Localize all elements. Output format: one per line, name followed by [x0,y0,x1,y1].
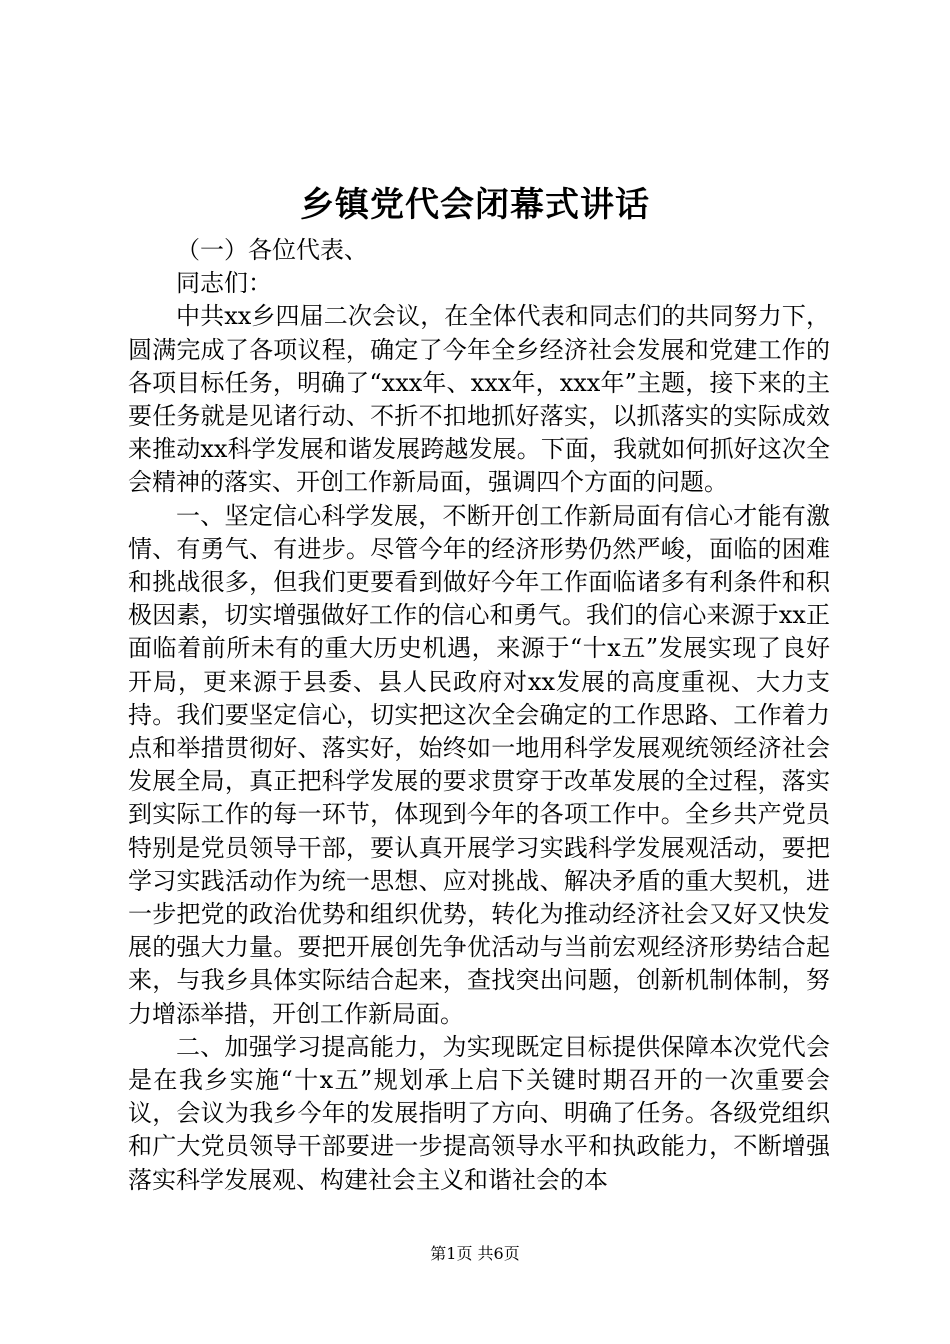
salutation-line-2: 同志们： [176,269,272,298]
document-title: 乡镇党代会闭幕式讲话 [300,185,650,225]
page-footer: 第1页 共6页 [430,1244,520,1263]
document-body [128,234,830,1197]
paragraph-section-one: 一、坚定信心科学发展，不断开创工作新局面有信心才能有激情、有勇气、有进步。尽管今年的经济形势仍然严峻，面临的困难和挑战很多，但我们更要看到做好今年工作面临诸多有利条件和积极因素，切实增强做好工作的信心和勇气。我们的信心来源于xx正面临着前所未有的重大历史机遇，来源于“十x五”发展实现了良好开局，更来源于县委、县人民政府对xx发展的高度重视、大力支持。我们要坚定信心，切实把这次全会确定的工作思路、工作着力点和举措贯彻好、落实好，始终如一地用科学发展观统领经济社会发展全局，真正把科学发展的要求贯穿于改革发展的全过程，落实到实际工作的每一环节，体现到今年的各项工作中。全乡共产党员特别是党员领导干部，要认真开展学习实践科学发展观活动，要把学习实践活动作为统一思想、应对挑战、解决矛盾的重大契机，进一步把党的政治优势和组织优势，转化为推动经济社会又好又快发展的强大力量。要把开展创先争优活动与当前宏观经济形势结合起来，与我乡具体实际结合起来，查找突出问题，创新机制体制，努力增添举措，开创工作新局面。 [128,501,830,1028]
paragraph-intro: 中共xx乡四届二次会议，在全体代表和同志们的共同努力下，圆满完成了各项议程，确定了今年全乡经济社会发展和党建工作的各项目标任务，明确了“xxx年、xxx年，xxx年”主题，接下来的主要任务就是见诸行动、不折不扣地抓好落实，以抓落实的实际成效来推动xx科学发展和谐发展跨越发展。下面，我就如何抓好这次全会精神的落实、开创工作新局面，强调四个方面的问题。 [128,302,830,497]
salutation-line-1: （一）各位代表、 [176,236,368,264]
paragraph-section-two: 二、加强学习提高能力，为实现既定目标提供保障本次党代会是在我乡实施“十x五”规划承上启下关键时期召开的一次重要会议，会议为我乡今年的发展指明了方向、明确了任务。各级党组织和广大党员领导干部要进一步提高领导水平和执政能力，不断增强落实科学发展观、构建社会主义和谐社会的本 [128,1032,830,1194]
